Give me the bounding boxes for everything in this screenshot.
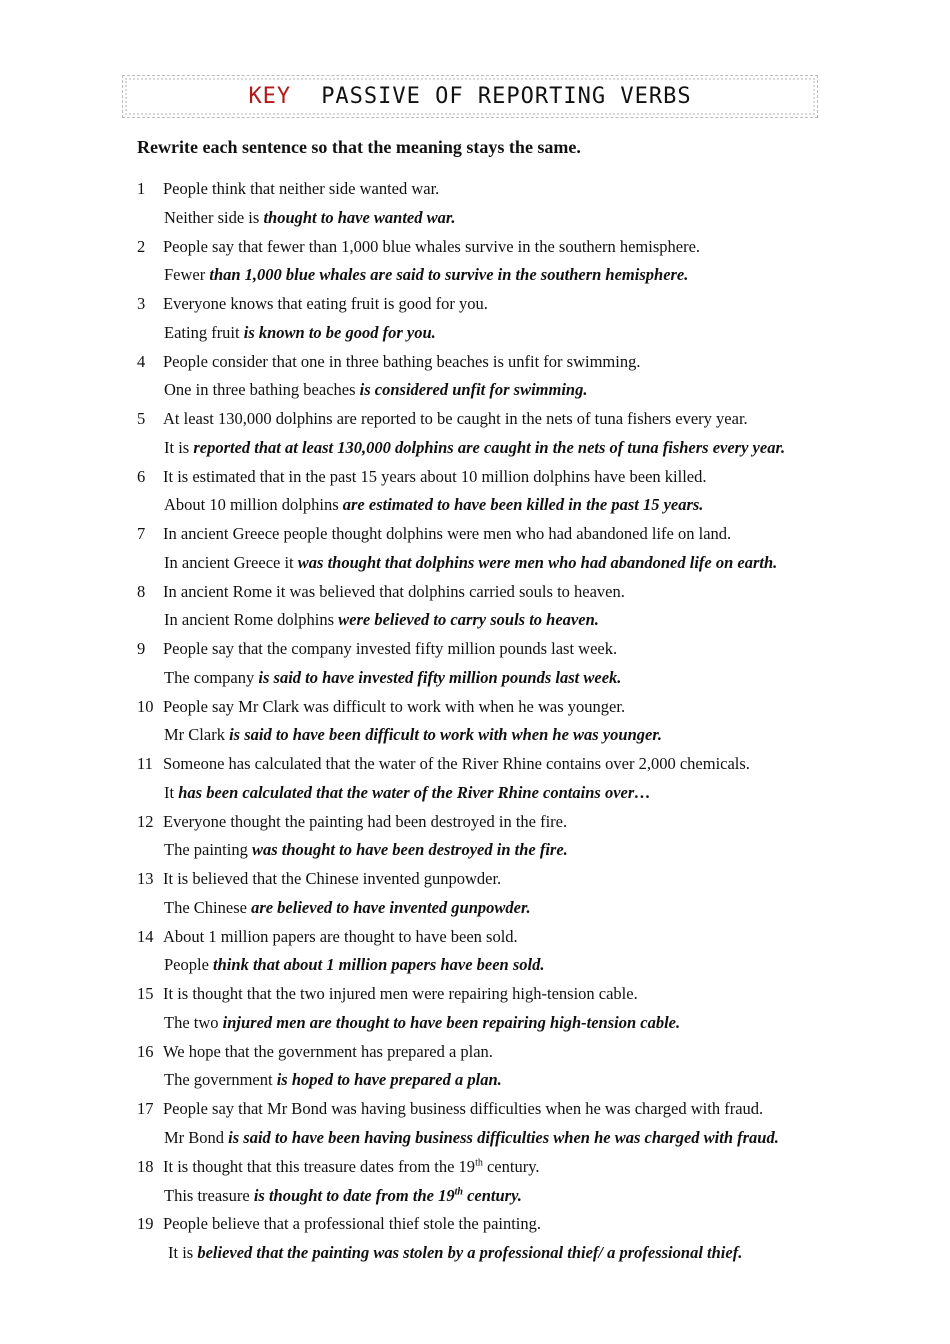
answer-prompt: The two xyxy=(164,1012,223,1032)
answer-text: is hoped to have prepared a plan. xyxy=(276,1070,502,1090)
answer-prompt: In ancient Greece it xyxy=(164,552,298,572)
question-row xyxy=(137,923,857,952)
original-sentence: About 1 million papers are thought to have been sold. xyxy=(163,926,518,946)
answer-prompt: Eating fruit xyxy=(164,322,244,342)
answer-text: has been calculated that the water of the River Rhine contains over… xyxy=(178,782,651,802)
question-row xyxy=(137,405,857,434)
answer-row xyxy=(137,779,857,808)
question-row xyxy=(137,290,857,319)
answer-row xyxy=(137,261,857,290)
original-sentence: People say that Mr Bond was having business difficulties when he was charged with fraud. xyxy=(163,1099,764,1118)
instruction-text: Rewrite each sentence so that the meaning stays the same. xyxy=(137,137,581,157)
title-banner xyxy=(122,75,818,118)
question-number: 8 xyxy=(137,581,146,601)
question-number: 3 xyxy=(137,294,146,313)
answer-text: than 1,000 blue whales are said to survive in the southern hemisphere. xyxy=(209,265,689,285)
answer-prompt: Mr Bond xyxy=(164,1127,229,1147)
answer-prompt: People xyxy=(164,955,214,975)
answer-prompt: It is xyxy=(168,1243,198,1262)
page-title: PASSIVE OF REPORTING VERBS xyxy=(321,84,692,109)
question-number: 13 xyxy=(137,869,154,888)
question-number: 2 xyxy=(137,236,146,256)
original-sentence: People say that fewer than 1,000 blue whales survive in the southern hemisphere. xyxy=(163,236,701,256)
question-number: 9 xyxy=(137,639,146,658)
question-row xyxy=(137,693,857,722)
original-sentence: People say that the company invested fifty million pounds last week. xyxy=(163,639,618,658)
answer-text: was thought to have been destroyed in the fire. xyxy=(251,840,568,860)
original-sentence: It is thought that this treasure dates from the 19th century. xyxy=(163,1156,540,1176)
exercise-list xyxy=(137,175,857,1153)
answer-text: is said to have been difficult to work with when he was younger. xyxy=(229,725,662,745)
question-number: 7 xyxy=(137,524,146,543)
question-number: 4 xyxy=(137,351,146,371)
question-number: 15 xyxy=(137,984,154,1003)
answer-row xyxy=(137,606,857,635)
original-sentence: It is estimated that in the past 15 years about 10 million dolphins have been killed. xyxy=(163,466,707,486)
answer-row xyxy=(137,1182,857,1211)
answer-text: are believed to have invented gunpowder. xyxy=(251,897,531,917)
answer-row xyxy=(137,1239,857,1268)
answer-row xyxy=(137,204,857,233)
answer-prompt: It is xyxy=(164,437,194,457)
answer-row xyxy=(137,1009,857,1038)
exercise-list-tail xyxy=(137,1153,857,1268)
original-sentence: People consider that one in three bathing beaches is unfit for swimming. xyxy=(163,351,641,371)
answer-prompt: The company xyxy=(164,667,259,687)
answer-prompt: In ancient Rome dolphins xyxy=(164,610,339,630)
answer-row xyxy=(137,836,857,865)
question-row xyxy=(137,1095,857,1124)
answer-text: reported that at least 130,000 dolphins are caught in the nets of tuna fishers every year. xyxy=(193,437,786,457)
answer-text: is thought to date from the 19th century. xyxy=(253,1185,522,1205)
original-sentence: Everyone thought the painting had been destroyed in the fire. xyxy=(163,811,568,831)
original-sentence: In ancient Rome it was believed that dolphins carried souls to heaven. xyxy=(163,581,625,601)
answer-text: is known to be good for you. xyxy=(243,322,436,342)
answer-row xyxy=(137,549,857,578)
answer-text: believed that the painting was stolen by a professional thief/ a professional thief. xyxy=(197,1243,743,1262)
answer-row xyxy=(137,1124,857,1153)
question-row xyxy=(137,980,857,1009)
question-number: 17 xyxy=(137,1099,154,1118)
original-sentence: Someone has calculated that the water of the River Rhine contains over 2,000 chemicals. xyxy=(163,754,750,773)
answer-prompt: It xyxy=(164,782,179,802)
answer-prompt: Mr Clark xyxy=(164,725,230,745)
answer-text: is said to have invested fifty million pounds last week. xyxy=(258,667,622,687)
question-row xyxy=(137,175,857,204)
answer-text: thought to have wanted war. xyxy=(263,207,456,227)
question-row xyxy=(137,348,857,377)
answer-row xyxy=(137,951,857,980)
question-number: 12 xyxy=(137,811,154,831)
question-row xyxy=(137,1210,857,1239)
question-row xyxy=(137,808,857,837)
question-row xyxy=(137,578,857,607)
answer-text: injured men are thought to have been repairing high-tension cable. xyxy=(222,1012,681,1032)
question-row xyxy=(137,635,857,664)
original-sentence: People believe that a professional thief stole the painting. xyxy=(163,1214,542,1234)
answer-row xyxy=(137,721,857,750)
question-number: 19 xyxy=(137,1214,154,1234)
original-sentence: People say Mr Clark was difficult to work with when he was younger. xyxy=(163,696,626,716)
key-label: KEY xyxy=(248,84,292,109)
answer-prompt: About 10 million dolphins xyxy=(164,495,343,515)
answer-prompt: The Chinese xyxy=(164,897,252,917)
question-number: 11 xyxy=(137,754,153,773)
answer-row xyxy=(137,319,857,348)
answer-row xyxy=(137,664,857,693)
question-number: 5 xyxy=(137,409,146,428)
original-sentence: People think that neither side wanted war. xyxy=(163,179,440,198)
question-row xyxy=(137,865,857,894)
answer-text: was thought that dolphins were men who had abandoned life on earth. xyxy=(297,552,778,572)
answer-prompt: Neither side is xyxy=(164,207,264,227)
question-row xyxy=(137,233,857,262)
answer-text: is said to have been having business difficulties when he was charged with fraud. xyxy=(228,1127,779,1147)
original-sentence: We hope that the government has prepared a plan. xyxy=(163,1041,493,1061)
question-number: 16 xyxy=(137,1041,154,1061)
question-row xyxy=(137,1153,857,1182)
question-number: 18 xyxy=(137,1156,154,1176)
answer-row xyxy=(137,894,857,923)
answer-prompt: The government xyxy=(164,1070,277,1090)
question-number: 6 xyxy=(137,466,146,486)
answer-text: is considered unfit for swimming. xyxy=(359,380,588,400)
question-number: 14 xyxy=(137,926,154,946)
question-number: 1 xyxy=(137,179,146,198)
answer-row xyxy=(137,1066,857,1095)
answer-prompt: Fewer xyxy=(164,265,210,285)
original-sentence: It is believed that the Chinese invented gunpowder. xyxy=(163,869,502,888)
original-sentence: At least 130,000 dolphins are reported to be caught in the nets of tuna fishers every year. xyxy=(163,409,748,428)
answer-row xyxy=(137,376,857,405)
answer-row xyxy=(137,434,857,463)
answer-text: were believed to carry souls to heaven. xyxy=(338,610,599,630)
answer-prompt: One in three bathing beaches xyxy=(164,380,360,400)
answer-prompt: The painting xyxy=(164,840,252,860)
answer-text: think that about 1 million papers have been sold. xyxy=(213,955,545,975)
question-number: 10 xyxy=(137,696,154,716)
question-row xyxy=(137,520,857,549)
original-sentence: It is thought that the two injured men were repairing high-tension cable. xyxy=(163,984,638,1003)
answer-text: are estimated to have been killed in the past 15 years. xyxy=(342,495,704,515)
question-row xyxy=(137,1038,857,1067)
answer-row xyxy=(137,491,857,520)
question-row xyxy=(137,750,857,779)
answer-prompt: This treasure xyxy=(164,1185,254,1205)
question-row xyxy=(137,463,857,492)
original-sentence: Everyone knows that eating fruit is good for you. xyxy=(163,294,488,313)
original-sentence: In ancient Greece people thought dolphins were men who had abandoned life on land. xyxy=(163,524,732,543)
